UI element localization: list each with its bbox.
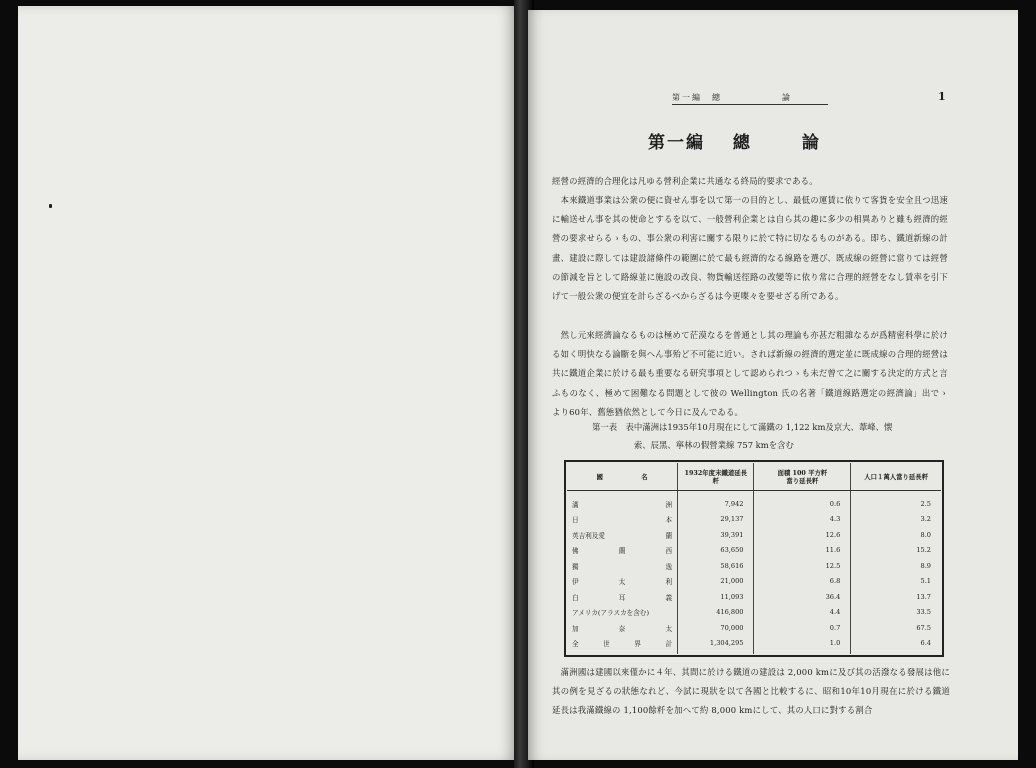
cell-length: 1,304,295 [678, 636, 754, 655]
cell-country [567, 636, 678, 655]
chapter-title [648, 128, 848, 153]
table-row [567, 543, 941, 559]
country-name-part: 日 [572, 516, 579, 525]
body-paragraph: 然し元來經濟論なるものは極めて茫漠なるを普通とし其の理論も亦甚だ粗雜なるが爲精密科學に於ける如く明快なる論斷を與へん事殆ど不可能に近い。されば新線の經濟的選定並に既成線の合理的經營は共に鐵道企業に於ける最も重要なる研究事項として認められつゝも未だ曾て之に關する決定的方式と言ふものなく、極めて困難なる問題として彼の Wellington 氏の名著「鐵道線路選定の經濟論」出でゝより60年、舊態猶依然として今日に及んでゐる。 [552, 330, 948, 417]
table-row [567, 491, 941, 512]
country-name-part: 白 [572, 593, 579, 602]
country-name [572, 499, 672, 509]
right-page [528, 10, 1018, 760]
cell-per-area: 4.4 [754, 605, 851, 621]
cell-per-population: 13.7 [916, 592, 931, 601]
cell-per-area: 12.5 [754, 558, 851, 574]
country-name-part: 伊 [572, 578, 579, 587]
table-row [567, 512, 941, 528]
country-name-part: 英吉利及愛 [572, 531, 605, 540]
table-row [567, 527, 941, 543]
running-header-right: 論 [782, 93, 792, 102]
country-name [572, 545, 672, 555]
cell-per-area: 0.6 [754, 491, 851, 512]
cell-length: 70,000 [678, 620, 754, 636]
cell-per-area: 0.7 [754, 620, 851, 636]
country-name-part: 太 [618, 578, 626, 587]
body-paragraph: 經營の經濟的合理化は凡ゆる營利企業に共通なる終局的要求である。 [552, 176, 818, 186]
cell-length: 416,800 [678, 605, 754, 621]
country-name-part: 利 [665, 578, 673, 587]
cell-per-area: 11.6 [754, 543, 851, 559]
chapter-title-part: 論 [801, 133, 821, 153]
cell-country [567, 491, 678, 512]
table-body [567, 491, 941, 655]
cell-country [567, 527, 678, 543]
country-name-part: 蘭 [618, 547, 626, 556]
ink-speck [49, 204, 52, 208]
cell-length: 63,650 [678, 543, 754, 559]
table-row [567, 574, 941, 590]
cell-per-population: 6.4 [920, 639, 931, 648]
chapter-title-part: 總 [732, 133, 752, 153]
country-name-part: 太 [665, 624, 673, 633]
cell-per-population: 8.9 [920, 561, 931, 570]
table-row [567, 589, 941, 605]
country-name-part: 界 [634, 640, 641, 649]
body-paragraph: 滿洲國は建國以來僅かに４年、其間に於ける鐵道の建設は 2,000 kmに及び其の活潑なる發展は他に其の例を見ざるの狀態なれど、今試に現狀を以て各國と比較するに、昭和10年10月現在に於ける鐵道延長は我滿鐵線の 1,100餘粁を加へて約 8,000 kmにして、其の人口に對する割合 [552, 667, 950, 716]
cell-length: 7,942 [678, 491, 754, 512]
country-name [572, 514, 672, 524]
cell-country [567, 558, 678, 574]
country-name-part: 滿 [572, 500, 579, 509]
cell-per-population: 33.5 [916, 608, 931, 617]
cell-per-population: 8.0 [920, 530, 931, 539]
country-name [572, 592, 672, 602]
cell-length: 11,093 [678, 589, 754, 605]
country-name [572, 623, 672, 633]
country-name-part: 獨 [572, 562, 579, 571]
country-name-part: アメリカ(アラスカを含む) [572, 609, 650, 618]
column-header-length: 1932年度末鐵道延長粁 [678, 463, 754, 491]
chapter-title-part: 第一編 [648, 133, 705, 153]
country-name [572, 576, 672, 586]
country-name [572, 561, 672, 571]
cell-per-population: 5.1 [920, 577, 931, 586]
table-header-row [567, 463, 941, 491]
railway-statistics-table [564, 460, 944, 657]
cell-country [567, 512, 678, 528]
country-name-part: 世 [603, 640, 610, 649]
cell-per-area: 6.8 [754, 574, 851, 590]
column-header-per-area: 面積 100 平方粁 當り延長粁 [754, 463, 851, 491]
table-row [567, 636, 941, 655]
country-name-part: 佛 [572, 547, 579, 556]
country-name-part: 本 [665, 516, 673, 525]
country-name-part: 奈 [618, 624, 626, 633]
country-name-part: 計 [665, 640, 673, 649]
cell-per-area: 36.4 [754, 589, 851, 605]
left-page-blank [18, 6, 516, 760]
body-paragraph: 本來鐵道事業は公衆の便に資せん事を以て第一の目的とし、最低の運賃に依りて客貨を安全且つ迅速に輸送せん事を其の使命とするを以て、一般營利企業とは自ら其の趣に多少の相異ありと雖も經濟的經營の要求せらるゝもの、事公衆の利害に關する限りに於て特に切なるものがある。即ち、鐵道新線の計畫、建設に際しては建設諸條件の範圍に於て最も經濟的なる線路を選び、既成線の經營に當りては經營の節減を旨として路線並に施設の改良、物貨輸送徑路の改變等に依り常に合理的經營をなし賃率を引下げて一般公衆の便宜を計らざるべからざるは今更喋々を要せざる所である。 [552, 195, 948, 302]
country-name-part: 洲 [665, 500, 673, 509]
country-name-part: 義 [665, 593, 673, 602]
country-name [572, 607, 672, 617]
cell-per-population: 3.2 [920, 515, 931, 524]
cell-per-area: 4.3 [754, 512, 851, 528]
table-caption: 第一表 表中滿洲は1935年10月現在にして滿鐵の 1,122 km及京大、葦峰、懐 索、辰黑、寧林の假營業線 757 kmを含む [592, 422, 893, 450]
cell-per-area: 12.6 [754, 527, 851, 543]
cell-country [567, 543, 678, 559]
table-row [567, 605, 941, 621]
cell-country [567, 589, 678, 605]
country-name [572, 638, 672, 648]
country-name-part: 耳 [618, 593, 626, 602]
cell-per-population: 67.5 [916, 623, 931, 632]
cell-length: 29,137 [678, 512, 754, 528]
country-name-part: 全 [572, 640, 579, 649]
country-name-part: 逸 [665, 562, 673, 571]
table-row [567, 620, 941, 636]
cell-country [567, 620, 678, 636]
cell-length: 21,000 [678, 574, 754, 590]
country-name [572, 530, 672, 540]
column-header-country: 國 名 [567, 463, 678, 491]
table-row [567, 558, 941, 574]
country-name-part: 西 [665, 547, 673, 556]
cell-per-population: 2.5 [920, 499, 931, 508]
country-name-part: 蘭 [665, 531, 673, 540]
running-header-left: 第一編 總 [672, 93, 722, 102]
cell-length: 58,616 [678, 558, 754, 574]
cell-country [567, 605, 678, 621]
cell-length: 39,391 [678, 527, 754, 543]
column-header-per-population: 人口１萬人當り延長粁 [851, 463, 941, 491]
cell-country [567, 574, 678, 590]
running-header [672, 92, 828, 105]
cell-per-area: 1.0 [754, 636, 851, 655]
country-name-part: 加 [572, 624, 579, 633]
page-number: 1 [938, 90, 946, 103]
cell-per-population: 15.2 [916, 546, 931, 555]
